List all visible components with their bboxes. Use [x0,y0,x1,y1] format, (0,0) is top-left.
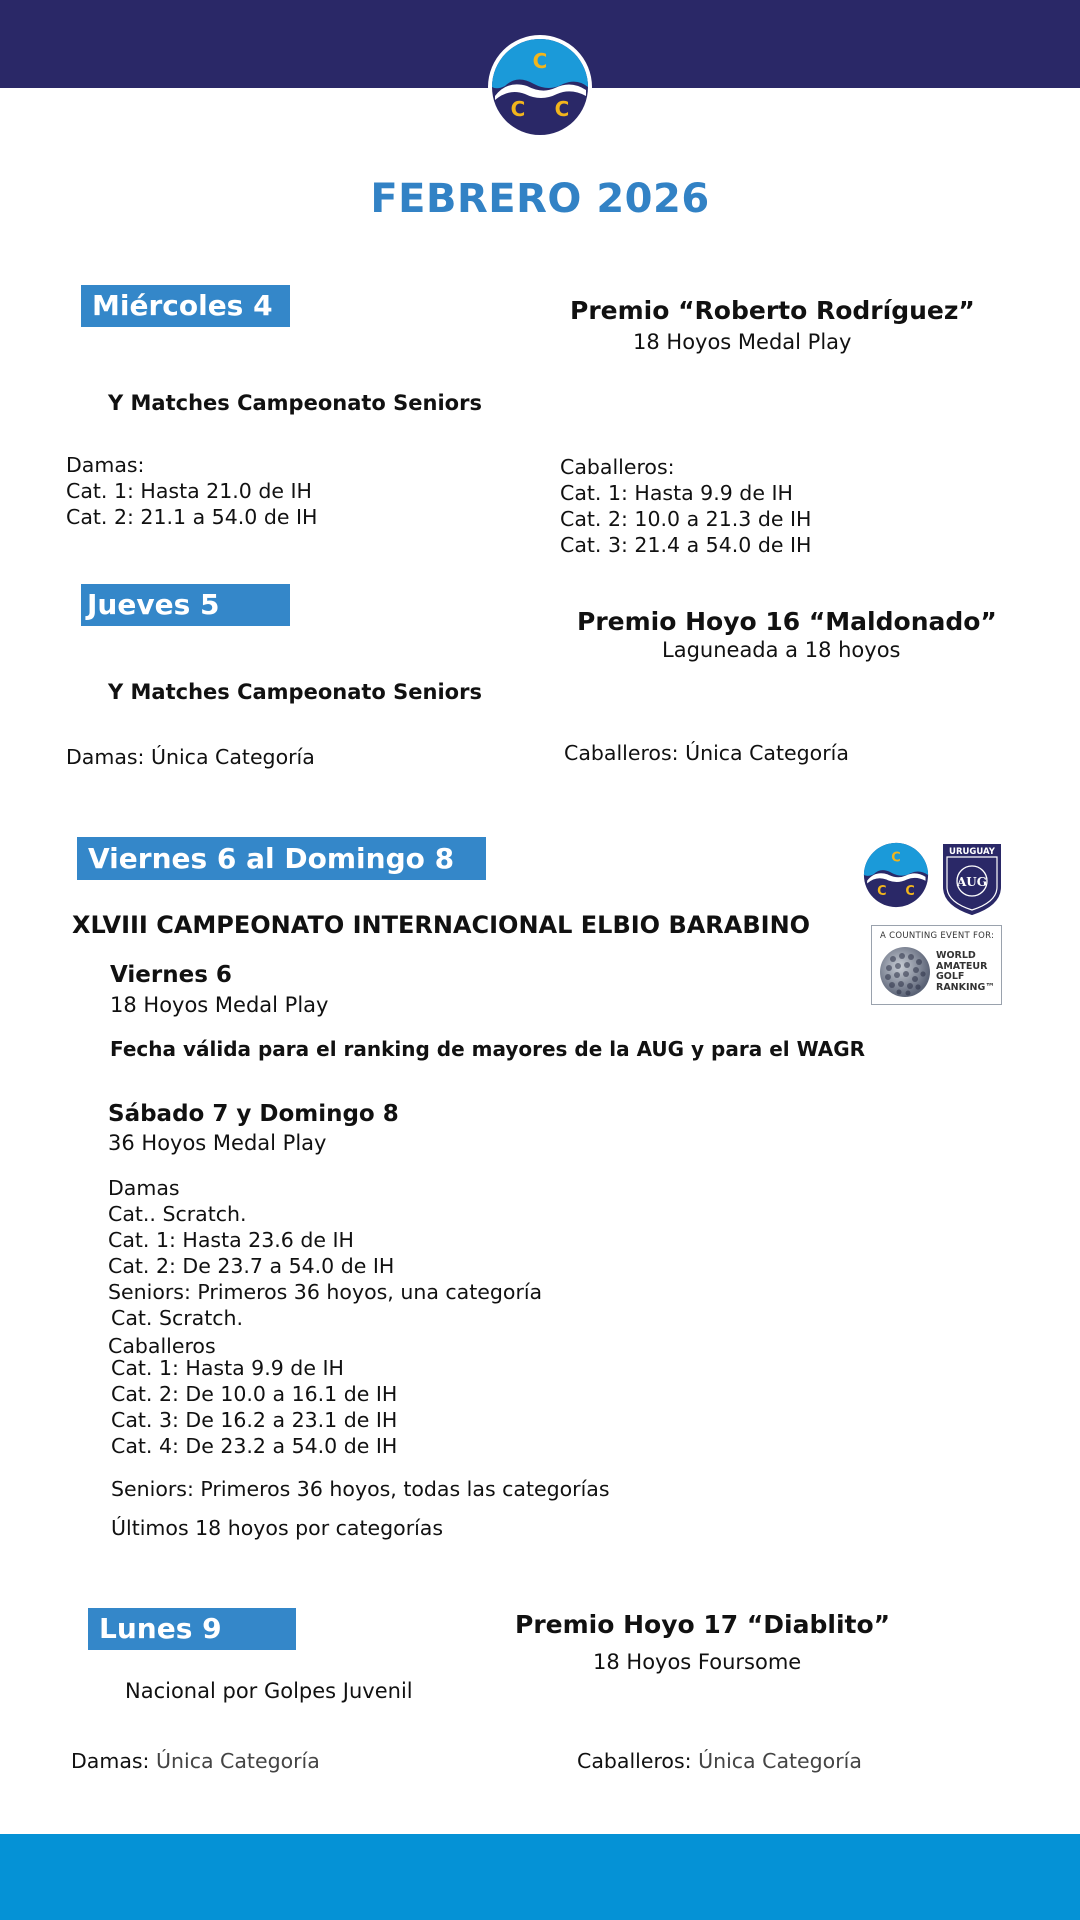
damas-title: Damas [108,1176,180,1200]
wagr-line: WORLD [936,950,976,961]
caballeros-label: Caballeros: [577,1749,692,1773]
format-day2: Laguneada a 18 hoyos [662,638,901,662]
weekend-label: Sábado 7 y Domingo 8 [108,1101,399,1127]
caballeros-day4 [577,1748,862,1774]
damas-list-day1 [66,452,317,530]
format-day4: 18 Hoyos Foursome [593,1650,802,1674]
damas-line: Cat.. Scratch. [108,1202,247,1226]
damas-label: Damas: [71,1749,150,1773]
damas-line: Cat. 1: Hasta 23.6 de IH [108,1228,354,1252]
weekend-caballeros-list [111,1355,397,1459]
caballeros-scratch: Cat. Scratch. [111,1306,244,1330]
page-title: FEBRERO 2026 [370,176,710,222]
caballeros-title: Caballeros [108,1334,216,1358]
damas-line: Cat. 1: Hasta 21.0 de IH [66,479,312,503]
day-label-jueves: Jueves 5 [81,584,290,626]
prize-maldonado: Premio Hoyo 16 “Maldonado” [577,607,997,636]
wagr-line: GOLF [936,971,965,982]
damas-line: Seniors: Primeros 36 hoyos, una categoría [108,1280,543,1304]
caballeros-line: Caballeros: [560,455,675,479]
wagr-line: AMATEUR [936,960,988,972]
caballeros-day2: Caballeros: Única Categoría [564,741,849,765]
logo-letter-top: C [532,49,548,73]
badge-letter: C [877,883,887,899]
damas-line: Cat. 2: De 23.7 a 54.0 de IH [108,1254,395,1278]
matches-day1: Y Matches Campeonato Seniors [108,391,482,415]
weekend-format: 36 Hoyos Medal Play [108,1131,327,1155]
aug-shield-top: URUGUAY [949,847,995,857]
matches-day2: Y Matches Campeonato Seniors [108,680,482,704]
weekend-last-holes: Últimos 18 hoyos por categorías [111,1516,444,1540]
damas-day4 [71,1748,320,1774]
badge-letter: C [905,883,915,899]
friday-format: 18 Hoyos Medal Play [110,993,329,1017]
format-day1: 18 Hoyos Medal Play [633,330,852,354]
day-label-miercoles: Miércoles 4 [81,285,290,327]
golf-ball-icon [878,945,932,999]
caballeros-list-day1 [560,454,811,558]
damas-day2: Damas: Única Categoría [66,745,315,769]
prize-diablito: Premio Hoyo 17 “Diablito” [515,1610,891,1639]
weekend-seniors: Seniors: Primeros 36 hoyos, todas las categorías [111,1477,610,1501]
friday-note: Fecha válida para el ranking de mayores de la AUG y para el WAGR [110,1037,866,1061]
friday-label: Viernes 6 [110,962,232,988]
damas-value: Única Categoría [156,1749,320,1773]
wagr-line: RANKING™ [936,981,995,993]
damas-line: Cat. 2: 21.1 a 54.0 de IH [66,505,318,529]
club-logo-icon [487,34,593,140]
aug-shield-mono: AUG [956,875,988,889]
logo-letter-left: C [510,97,526,121]
wagr-caption: A COUNTING EVENT FOR: [880,931,995,941]
caballeros-line: Cat. 2: 10.0 a 21.3 de IH [560,507,812,531]
footer-bar [0,1834,1080,1920]
club-badge-icon [862,841,930,909]
event-day4: Nacional por Golpes Juvenil [125,1679,413,1703]
aug-shield-icon [942,843,1002,916]
caballeros-line: Cat. 2: De 10.0 a 16.1 de IH [111,1382,398,1406]
wagr-text [936,951,995,993]
weekend-damas-list [108,1175,542,1305]
logo-letter-right: C [554,97,570,121]
damas-line: Damas: [66,453,145,477]
championship-title: XLVIII CAMPEONATO INTERNACIONAL ELBIO BARABINO [72,911,811,939]
day-label-lunes: Lunes 9 [88,1608,296,1650]
caballeros-value: Única Categoría [698,1749,862,1773]
badge-letter: C [891,850,901,866]
caballeros-line: Cat. 4: De 23.2 a 54.0 de IH [111,1434,398,1458]
caballeros-line: Cat. 1: Hasta 9.9 de IH [111,1356,344,1380]
caballeros-line: Cat. 3: 21.4 a 54.0 de IH [560,533,812,557]
caballeros-line: Cat. 1: Hasta 9.9 de IH [560,481,793,505]
day-label-viernes-domingo: Viernes 6 al Domingo 8 [77,837,486,880]
wagr-badge [871,925,1002,1005]
prize-roberto-rodriguez: Premio “Roberto Rodríguez” [570,296,975,325]
caballeros-line: Cat. 3: De 16.2 a 23.1 de IH [111,1408,398,1432]
